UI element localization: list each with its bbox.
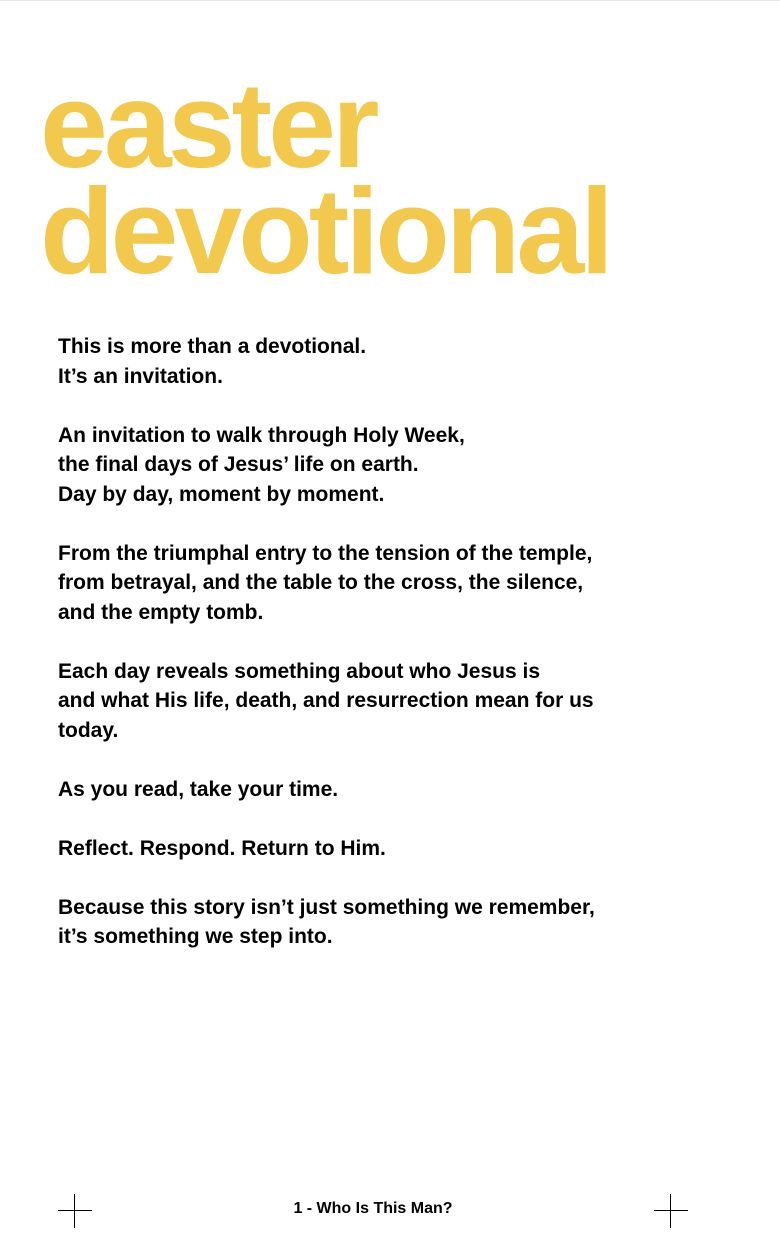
text-line: from betrayal, and the table to the cross, the silence, <box>58 571 584 594</box>
paragraph-6 <box>58 834 678 864</box>
text-line: Each day reveals something about who Jesus is <box>58 659 540 683</box>
devotional-intro-text <box>58 332 678 981</box>
paragraph-5 <box>58 775 678 805</box>
text-line: From the triumphal entry to the tension of the temple, <box>58 541 593 565</box>
page-top-edge <box>0 0 780 1</box>
text-line: This is more than a devotional. <box>58 335 367 358</box>
paragraph-4 <box>58 657 678 746</box>
text-line: it’s something we step into. <box>58 925 333 948</box>
text-line: Day by day, moment by moment. <box>58 482 385 506</box>
paragraph-3 <box>58 539 678 628</box>
title-line-1: easter <box>40 57 376 193</box>
text-line: the final days of Jesus’ life on earth. <box>58 453 419 476</box>
title-line-2: devotional <box>40 163 611 299</box>
text-line: and the empty tomb. <box>58 600 264 624</box>
text-line: and what His life, death, and resurrection mean for us <box>58 689 594 712</box>
crop-mark-icon <box>654 1194 688 1228</box>
text-line: Reflect. Respond. Return to Him. <box>58 836 386 860</box>
paragraph-2 <box>58 421 678 510</box>
page-footer-label: 1 - Who Is This Man? <box>293 1200 453 1217</box>
text-line: Because this story isn’t just something we remember, <box>58 895 595 919</box>
text-line: It’s an invitation. <box>58 364 223 388</box>
paragraph-7 <box>58 893 678 952</box>
paragraph-1 <box>58 332 678 391</box>
text-line: An invitation to walk through Holy Week, <box>58 423 465 447</box>
text-line: today. <box>58 718 119 742</box>
page-title <box>40 57 611 299</box>
text-line: As you read, take your time. <box>58 777 339 801</box>
